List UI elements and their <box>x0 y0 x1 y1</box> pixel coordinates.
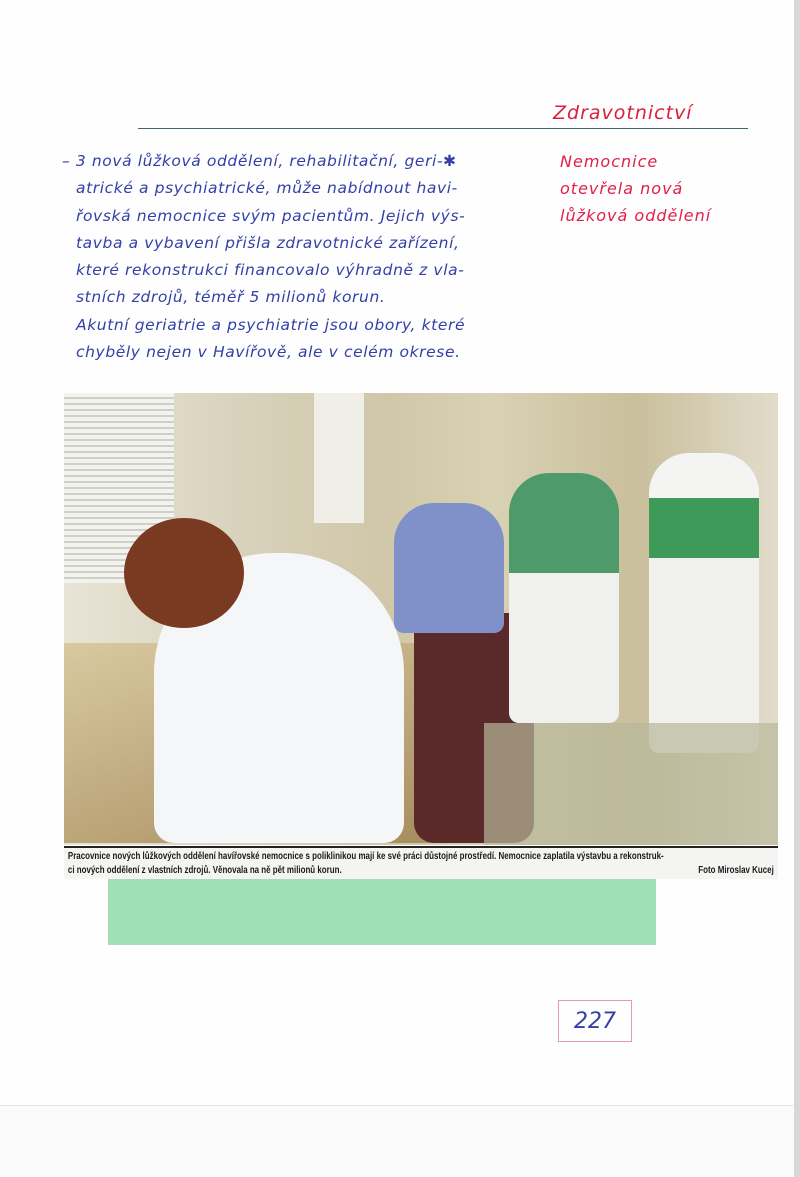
photo-credit: Foto Miroslav Kucej <box>698 865 774 876</box>
side-note <box>560 148 711 229</box>
side-note-line: Nemocnice <box>560 152 659 171</box>
newspaper-photo <box>64 393 778 845</box>
caption-line: Pracovnice nových lůžkových oddělení havířovské nemocnice s poliklinikou mají ke své práci důstojné prostředí. Nemocnice zaplatila výstavbu a rekonstruk- <box>67 851 664 862</box>
handwritten-note <box>62 148 552 366</box>
page-number: 227 <box>558 1000 632 1042</box>
floor <box>484 723 778 845</box>
side-note-line: lůžková oddělení <box>560 206 712 225</box>
scan-edge <box>794 0 800 1177</box>
note-line: stních zdrojů, téměř 5 milionů korun. <box>76 288 386 307</box>
green-paper-strip <box>108 877 656 945</box>
section-title: Zdravotnictví <box>553 102 693 124</box>
nurse-blue <box>394 503 504 633</box>
caption-line: ci nových oddělení z vlastních zdrojů. Věnovala na ně pět milionů korun. <box>67 865 342 876</box>
note-line: Akutní geriatrie a psychiatrie jsou obory, které <box>76 315 466 334</box>
note-line: které rekonstrukci financovalo výhradně z vla- <box>76 261 465 280</box>
nurse-green <box>509 473 619 723</box>
hair <box>124 518 244 628</box>
nurse-standing <box>649 453 759 753</box>
photo-caption <box>64 846 778 879</box>
window <box>314 393 364 523</box>
note-line: tavba a vybavení přišla zdravotnické zařízení, <box>76 233 460 252</box>
heading-rule <box>138 128 748 129</box>
note-line: – 3 nová lůžková oddělení, rehabilitační, geri-✱ <box>62 152 457 170</box>
side-note-line: otevřela nová <box>560 179 684 198</box>
note-line: chyběly nejen v Havířově, ale v celém okrese. <box>76 343 461 362</box>
note-line: atrické a psychiatrické, může nabídnout havi- <box>76 179 458 198</box>
note-line: řovská nemocnice svým pacientům. Jejich výs- <box>76 206 466 225</box>
